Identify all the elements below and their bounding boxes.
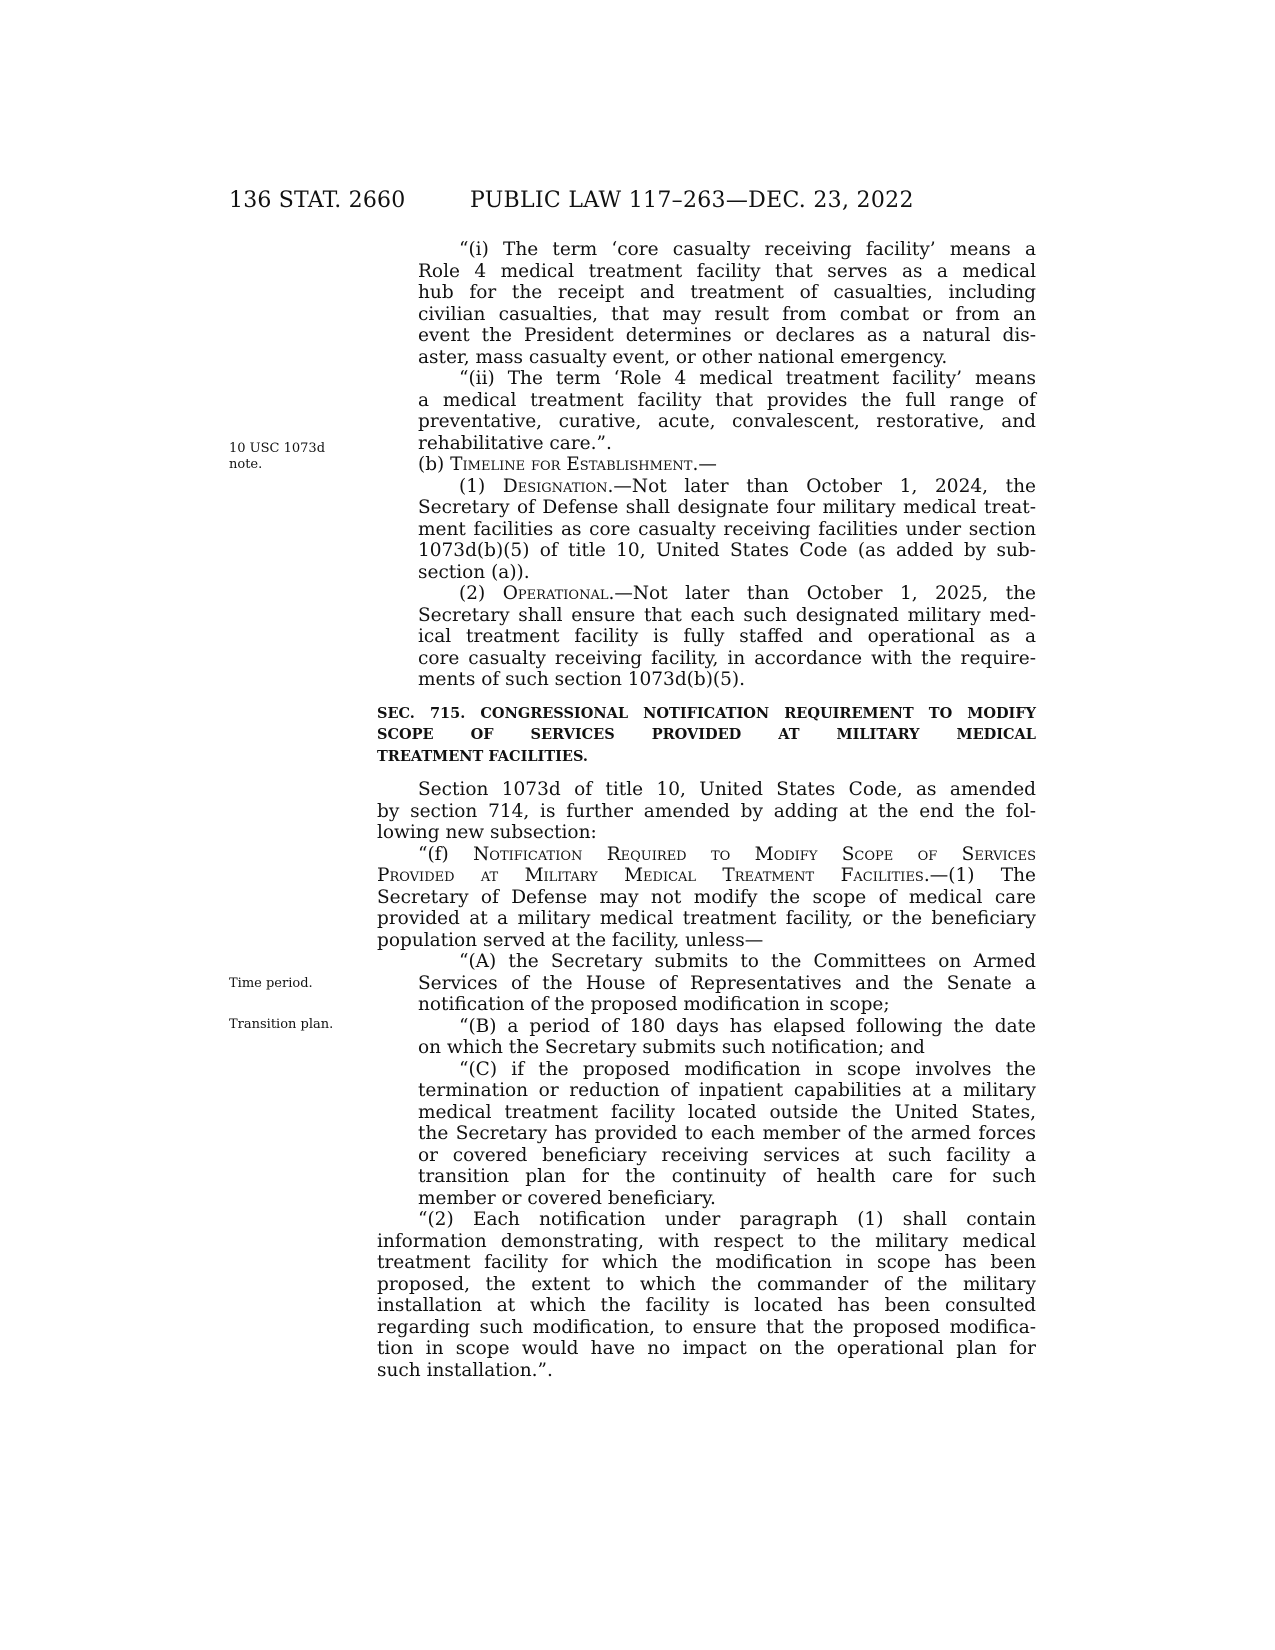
subsection-f-rest: .—(1) The <box>923 865 1036 886</box>
paragraph-2-prefix: (2) <box>459 583 503 604</box>
text-line: by section 714, is further amended by adding at the end the fol- <box>377 800 1036 822</box>
text-line: such installation.”. <box>377 1359 553 1381</box>
definition-i <box>377 239 1036 368</box>
text-line: aster, mass casualty event, or other national emergency. <box>418 346 948 368</box>
text-line: transition plan for the continuity of health care for such <box>418 1166 1036 1187</box>
text-line: proposed, the extent to which the commander of the military <box>377 1273 1036 1295</box>
text-line: civilian casualties, that may result from combat or from an <box>418 303 1036 325</box>
text-line: “(2) Each notification under paragraph (1) shall contain <box>418 1209 1036 1230</box>
section-heading-line: TREATMENT FACILITIES. <box>377 747 588 765</box>
text-line: 1073d(b)(5) of title 10, United States Code (as added by sub- <box>418 540 1036 561</box>
text-line: Role 4 medical treatment facility that serves as a medical <box>418 260 1036 282</box>
text-line: core casualty receiving facility, in accordance with the require- <box>418 647 1036 669</box>
paragraph-2-operational <box>377 583 1036 691</box>
text-line: ments of such section 1073d(b)(5). <box>418 669 746 690</box>
margin-note-usc-line1: 10 USC 1073d <box>229 441 326 456</box>
text-line: on which the Secretary submits such notification; and <box>418 1037 925 1058</box>
paragraph-1-prefix: (1) <box>459 475 503 497</box>
paragraph-1-rest: .—Not later than October 1, 2024, the <box>607 475 1036 497</box>
paragraph-2-title: Operational <box>502 583 609 604</box>
text-line: “(i) The term ‘core casualty receiving facility’ means a <box>459 239 1036 260</box>
text-line: “(C) if the proposed modification in scope involves the <box>459 1058 1036 1080</box>
section-715-heading <box>377 703 1036 768</box>
margin-note-time-period: Time period. <box>229 976 313 991</box>
margin-note-usc <box>229 441 325 473</box>
item-b <box>377 1016 1036 1059</box>
text-line: treatment facility for which the modification in scope has been <box>377 1252 1036 1273</box>
text-line: a medical treatment facility that provides the full range of <box>418 389 1036 411</box>
text-line: lowing new subsection: <box>377 822 597 843</box>
text-line: member or covered beneficiary. <box>418 1187 716 1209</box>
text-line: the Secretary has provided to each member of the armed forces <box>418 1123 1036 1144</box>
text-line: provided at a military medical treatment facility, or the beneficiary <box>377 908 1036 929</box>
text-line: notification of the proposed modification in scope; <box>418 994 890 1015</box>
text-line: “(ii) The term ‘Role 4 medical treatment facility’ means <box>459 368 1036 389</box>
text-line: hub for the receipt and treatment of casualties, including <box>418 282 1036 303</box>
paragraph-1-designation <box>377 476 1036 584</box>
text-line <box>377 844 1036 866</box>
text-line: Secretary of Defense shall designate four military medical treat- <box>418 497 1036 518</box>
subsection-b-suffix: .— <box>692 454 717 475</box>
text-line: preventative, curative, acute, convalescent, restorative, and <box>418 411 1036 432</box>
text-line <box>418 583 1036 605</box>
text-line: Section 1073d of title 10, United States Code, as amended <box>418 779 1036 800</box>
text-line: Services of the House of Representatives and the Senate a <box>418 972 1036 994</box>
body-column <box>377 239 1036 1381</box>
definition-ii <box>377 368 1036 454</box>
section-heading-line: SCOPE OF SERVICES PROVIDED AT MILITARY MEDICAL <box>377 726 1036 743</box>
text-line: event the President determines or declares as a natural dis- <box>418 325 1036 346</box>
text-line: medical treatment facility located outside the United States, <box>418 1101 1036 1123</box>
section-heading-line: SEC. 715. CONGRESSIONAL NOTIFICATION REQUIREMENT TO MODIFY <box>377 704 1036 722</box>
text-line: “(A) the Secretary submits to the Committees on Armed <box>459 951 1036 972</box>
text-line: tion in scope would have no impact on the operational plan for <box>377 1338 1036 1359</box>
margin-note-usc-line2: note. <box>229 457 263 472</box>
text-line: Secretary of Defense may not modify the scope of medical care <box>377 886 1036 908</box>
subsection-f-title-part1: Notification Required to Modify Scope of Services <box>473 843 1037 865</box>
text-line <box>418 476 1036 498</box>
text-line: population served at the facility, unless— <box>377 929 764 951</box>
margin-note-transition-plan: Transition plan. <box>229 1017 334 1032</box>
stat-page-number: 136 STAT. 2660 <box>229 188 406 213</box>
text-line: termination or reduction of inpatient capabilities at a military <box>418 1080 1036 1101</box>
text-line: information demonstrating, with respect to the military medical <box>377 1230 1036 1252</box>
subsection-f <box>377 844 1036 952</box>
paragraph-1-title: Designation <box>502 475 608 497</box>
subsection-f-prefix: “(f) <box>418 843 474 865</box>
subsection-f-paragraph-2 <box>377 1209 1036 1381</box>
text-line: Secretary shall ensure that each such designated military med- <box>418 604 1036 626</box>
paragraph-2-rest: .—Not later than October 1, 2025, the <box>608 583 1036 604</box>
text-line: regarding such modification, to ensure that the proposed modifica- <box>377 1316 1036 1338</box>
text-line <box>377 865 1036 887</box>
text-line: ment facilities as core casualty receiving facilities under section <box>418 518 1036 540</box>
item-a <box>377 951 1036 1016</box>
subsection-b-title: Timeline for Establishment <box>450 454 693 475</box>
text-line: section (a)). <box>418 561 530 583</box>
subsection-b-prefix: (b) <box>418 454 451 475</box>
law-title: PUBLIC LAW 117–263—DEC. 23, 2022 <box>470 188 914 213</box>
item-c <box>377 1059 1036 1210</box>
section-715-intro <box>377 779 1036 844</box>
text-line: installation at which the facility is located has been consulted <box>377 1295 1036 1316</box>
subsection-b-heading <box>377 454 1036 476</box>
text-line: ical treatment facility is fully staffed and operational as a <box>418 626 1036 647</box>
text-line: “(B) a period of 180 days has elapsed following the date <box>459 1015 1036 1037</box>
text-line: or covered beneficiary receiving services at such facility a <box>418 1144 1036 1166</box>
subsection-f-title-part2: Provided at Military Medical Treatment Facilities <box>377 865 924 886</box>
text-line: rehabilitative care.”. <box>418 432 612 454</box>
